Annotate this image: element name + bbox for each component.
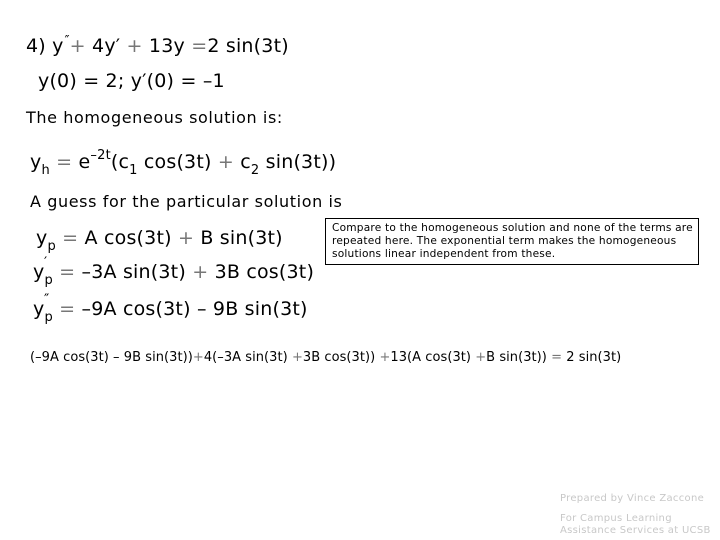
yp-double-prime-mark: ″ — [44, 292, 50, 308]
yp-plus: + — [177, 227, 195, 249]
yh-c1-subscript: 1 — [129, 163, 138, 178]
yp-prime-y: y — [33, 261, 45, 283]
yp-prime-a-term: –3A sin(3t) — [81, 261, 186, 283]
substitution-equation — [30, 350, 621, 365]
prepared-by: Prepared by Vince Zaccone — [560, 493, 705, 504]
homogeneous-intro: The homogeneous solution is: — [26, 108, 283, 127]
yp-prime-b-term: 3B cos(3t) — [214, 261, 315, 283]
sub-part-4: 3B cos(3t)) — [302, 350, 376, 365]
yp-subscript: p — [47, 239, 56, 254]
ic-2-rhs: –1 — [202, 70, 225, 92]
yh-exp-base: e — [78, 151, 91, 173]
ode-rhs: 2 sin(3t) — [207, 35, 289, 57]
sub-part-7: 2 sin(3t) — [566, 350, 622, 365]
ic-2-equals: = — [180, 70, 197, 92]
yp-prime-line — [33, 255, 315, 288]
credit-line-1: For Campus Learning — [560, 513, 672, 524]
yp-y: y — [36, 227, 48, 249]
ode-plus-1: + — [69, 35, 86, 57]
sub-plus-3: + — [379, 350, 391, 365]
yp-double-prime-subscript: p — [44, 310, 53, 325]
sub-plus-4: + — [475, 350, 487, 365]
sub-part-2: 9B sin(3t)) — [123, 350, 193, 365]
yp-double-prime-minus: – — [196, 298, 207, 320]
yp-double-prime-line — [33, 292, 308, 325]
yh-open-c: (c — [110, 151, 130, 173]
sub-part-1: (–9A cos(3t) — [30, 350, 109, 365]
sub-equals: = — [551, 350, 563, 365]
credit-line-2: Assistance Services at UCSB — [560, 525, 711, 536]
yp-a-term: A cos(3t) — [84, 227, 172, 249]
yp-prime-mark: ′ — [44, 255, 48, 271]
problem-equation — [26, 34, 289, 57]
ic-2-lhs: y′(0) — [130, 70, 175, 92]
ode-y: y — [52, 35, 64, 57]
comparison-note: Compare to the homogeneous solution and none of the terms are repeated here. The exponential term makes the homogeneous solutions linear independent from these. — [325, 218, 699, 265]
yp-double-prime-y: y — [33, 298, 45, 320]
yp-prime-symbol — [33, 255, 53, 288]
sub-part-5: 13(A cos(3t) — [390, 350, 472, 365]
ode-equals: = — [191, 35, 208, 57]
yp-double-prime-a-term: –9A cos(3t) — [81, 298, 191, 320]
yh-c2-subscript: 2 — [250, 163, 260, 178]
initial-conditions — [38, 70, 225, 92]
yh-c2: c — [240, 151, 251, 173]
sub-plus-2: + — [291, 350, 303, 365]
sub-part-6: B sin(3t)) — [486, 350, 547, 365]
yh-equals: = — [56, 151, 73, 173]
yp-equals: = — [62, 227, 79, 249]
yp-b-term: B sin(3t) — [200, 227, 283, 249]
yp-prime-plus: + — [192, 261, 209, 283]
yh-cos: cos(3t) — [137, 151, 212, 173]
ic-1: y(0) = 2; — [38, 70, 125, 92]
ode-term-2: 4y′ — [92, 35, 121, 57]
yh-sin: sin(3t)) — [259, 151, 337, 173]
problem-number: 4) — [26, 35, 46, 57]
homogeneous-equation — [30, 148, 336, 178]
sub-part-3: 4(–3A sin(3t) — [203, 350, 288, 365]
yh-plus: + — [217, 151, 234, 173]
yh-subscript: h — [41, 163, 50, 178]
yp-double-prime-b-term: 9B sin(3t) — [212, 298, 308, 320]
sub-minus-1: – — [113, 350, 120, 365]
yp-prime-subscript: p — [44, 273, 53, 288]
yp-line — [36, 227, 283, 254]
particular-intro: A guess for the particular solution is — [30, 192, 343, 211]
sub-plus-1: + — [192, 350, 204, 365]
yp-prime-equals: = — [59, 261, 76, 283]
yp-double-prime-equals: = — [59, 298, 76, 320]
ode-plus-2: + — [126, 35, 143, 57]
ode-double-prime: ″ — [64, 34, 70, 49]
yh-y: y — [30, 151, 42, 173]
ode-term-3: 13y — [148, 35, 185, 57]
yh-exponent: –2t — [90, 148, 111, 163]
yp-double-prime-symbol — [33, 292, 53, 325]
